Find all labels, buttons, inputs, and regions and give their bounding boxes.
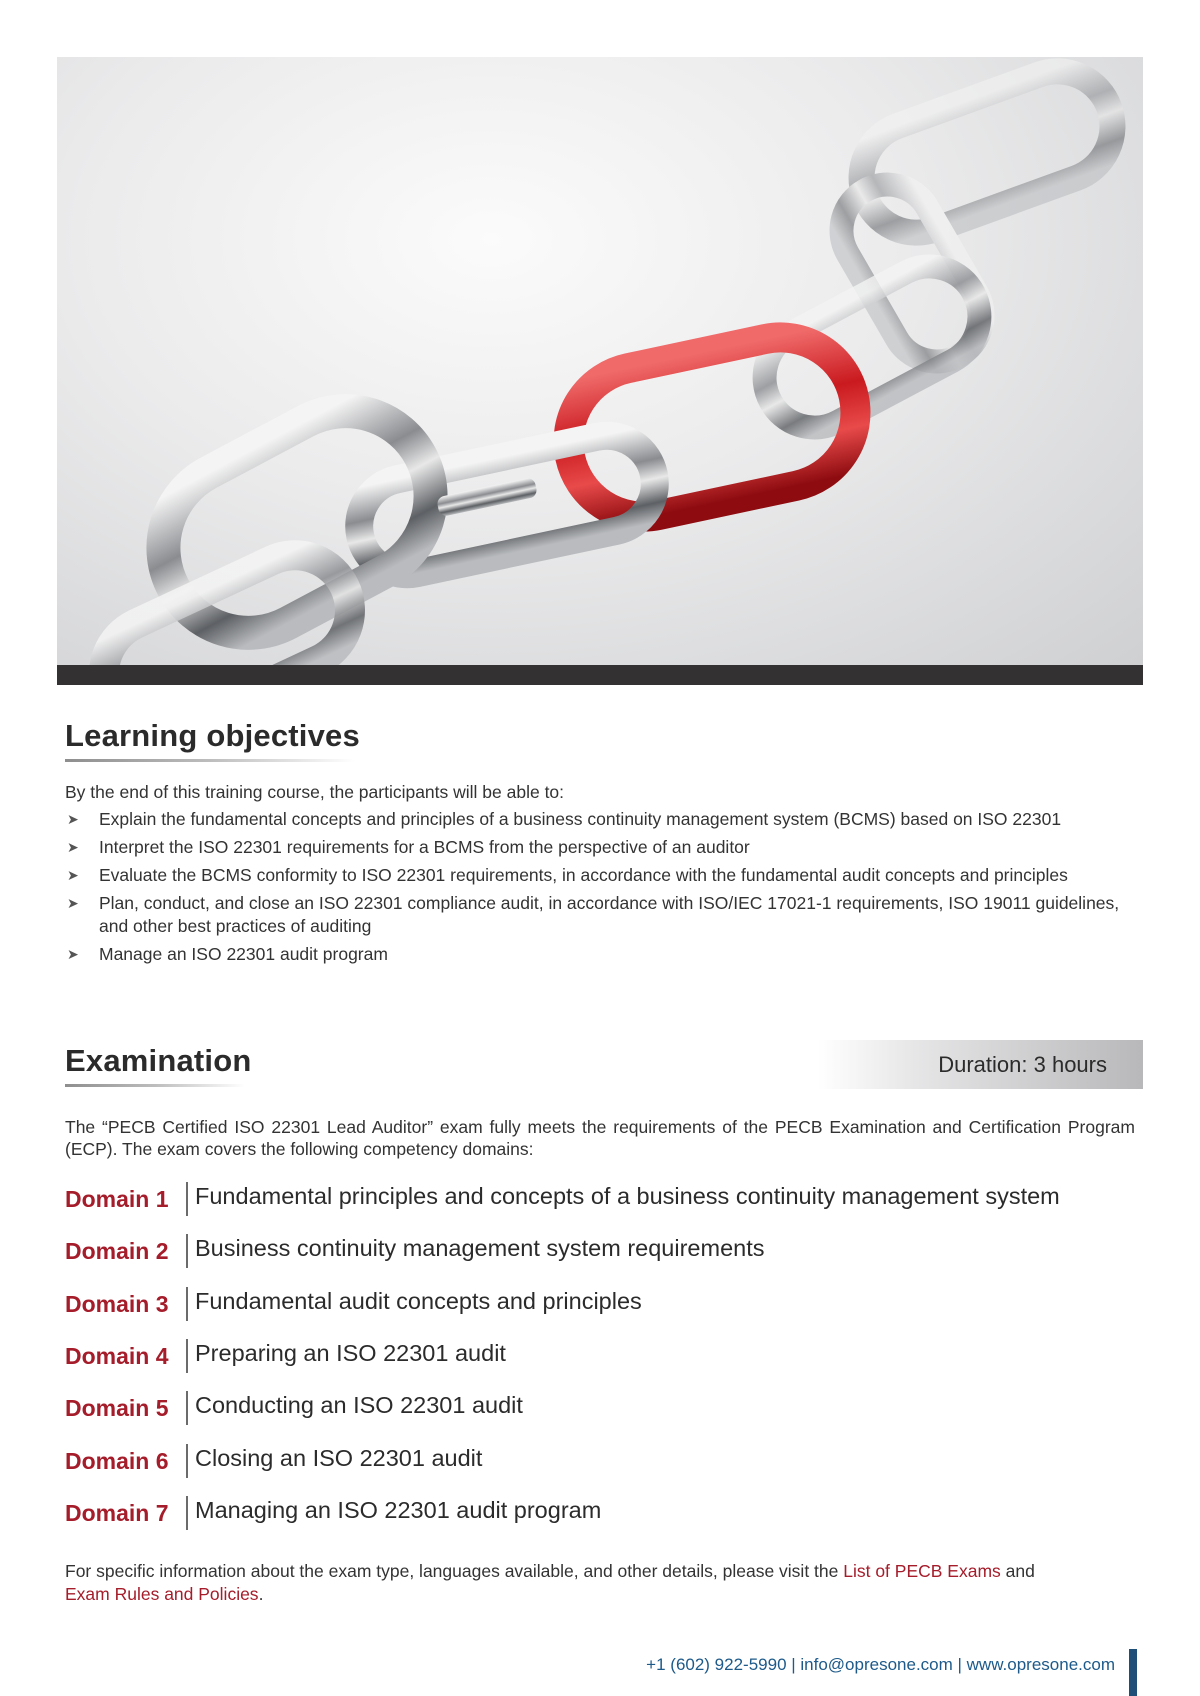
domain-separator <box>186 1444 188 1478</box>
domain-text: Closing an ISO 22301 audit <box>195 1445 483 1471</box>
domain-label: Domain 4 <box>65 1343 169 1369</box>
duration-text: Duration: 3 hours <box>938 1052 1107 1077</box>
domain-separator <box>186 1234 188 1268</box>
examination-underline <box>65 1084 245 1087</box>
domain-separator <box>186 1391 188 1425</box>
arrow-bullet-icon: ➤ <box>67 946 79 962</box>
domain-text: Conducting an ISO 22301 audit <box>195 1392 523 1418</box>
footer-text-start: For specific information about the exam type, languages available, and other details, please visit the <box>65 1561 844 1581</box>
domain-text: Managing an ISO 22301 audit program <box>195 1497 602 1523</box>
list-item <box>65 892 1125 938</box>
domain-row-5 <box>65 1387 1145 1423</box>
footer-text-middle: and <box>1000 1561 1035 1581</box>
duration-box <box>818 1040 1143 1089</box>
domain-label: Domain 6 <box>65 1448 169 1474</box>
hero-image <box>57 57 1143 685</box>
domain-label: Domain 1 <box>65 1186 169 1212</box>
exam-description: The “PECB Certified ISO 22301 Lead Auditor” exam fully meets the requirements of the PECB Examination and Certification Program (ECP). The exam covers the following competency domains: <box>65 1117 1135 1159</box>
objective-text: Interpret the ISO 22301 requirements for a BCMS from the perspective of an auditor <box>99 837 750 857</box>
hero-divider-bar <box>57 665 1143 685</box>
footer-text-end: . <box>258 1584 264 1604</box>
list-item <box>65 864 1125 887</box>
domain-row-7 <box>65 1492 1145 1528</box>
domain-row-2 <box>65 1230 1145 1266</box>
learning-objectives-underline <box>65 759 355 762</box>
list-item <box>65 943 1125 966</box>
objective-text: Manage an ISO 22301 audit program <box>99 944 388 964</box>
domain-row-6 <box>65 1440 1145 1476</box>
objective-text: Evaluate the BCMS conformity to ISO 22301 requirements, in accordance with the fundamental audit concepts and principles <box>99 865 1068 885</box>
contact-info[interactable]: +1 (602) 922-5990 | info@opresone.com | www.opresone.com <box>646 1655 1115 1674</box>
domain-text: Preparing an ISO 22301 audit <box>195 1340 506 1366</box>
domain-text: Fundamental principles and concepts of a business continuity management system <box>195 1183 1060 1209</box>
domain-label: Domain 2 <box>65 1238 169 1264</box>
domain-row-1 <box>65 1178 1145 1214</box>
learning-intro: By the end of this training course, the participants will be able to: <box>65 782 565 802</box>
domain-separator <box>186 1182 188 1216</box>
domain-label: Domain 5 <box>65 1395 169 1421</box>
examination-heading: Examination <box>65 1043 252 1078</box>
chain-links-red-link-icon <box>57 57 1143 665</box>
domain-row-3 <box>65 1283 1145 1319</box>
objective-text: Explain the fundamental concepts and principles of a business continuity management system (BCMS) based on ISO 22301 <box>99 809 1062 829</box>
domain-separator <box>186 1287 188 1321</box>
objective-text: Plan, conduct, and close an ISO 22301 compliance audit, in accordance with ISO/IEC 17021-1 requirements, ISO 19011 guidelines, and other best practices of auditing <box>99 893 1120 936</box>
arrow-bullet-icon: ➤ <box>67 839 79 855</box>
objectives-list <box>65 808 1125 971</box>
exam-rules-link[interactable]: Exam Rules and Policies <box>65 1584 259 1604</box>
domain-text: Business continuity management system requirements <box>195 1235 765 1261</box>
arrow-bullet-icon: ➤ <box>67 811 79 827</box>
domain-separator <box>186 1496 188 1530</box>
list-of-pecb-exams-link[interactable]: List of PECB Exams <box>843 1561 1001 1581</box>
domain-label: Domain 3 <box>65 1291 169 1317</box>
list-item <box>65 836 1125 859</box>
exam-footer-note <box>65 1560 1145 1606</box>
domain-separator <box>186 1339 188 1373</box>
list-item <box>65 808 1125 831</box>
arrow-bullet-icon: ➤ <box>67 895 79 911</box>
learning-objectives-heading: Learning objectives <box>65 718 360 753</box>
domain-label: Domain 7 <box>65 1500 169 1526</box>
domain-row-4 <box>65 1335 1145 1371</box>
arrow-bullet-icon: ➤ <box>67 867 79 883</box>
footer-accent-bar <box>1129 1649 1137 1696</box>
domain-text: Fundamental audit concepts and principles <box>195 1288 642 1314</box>
